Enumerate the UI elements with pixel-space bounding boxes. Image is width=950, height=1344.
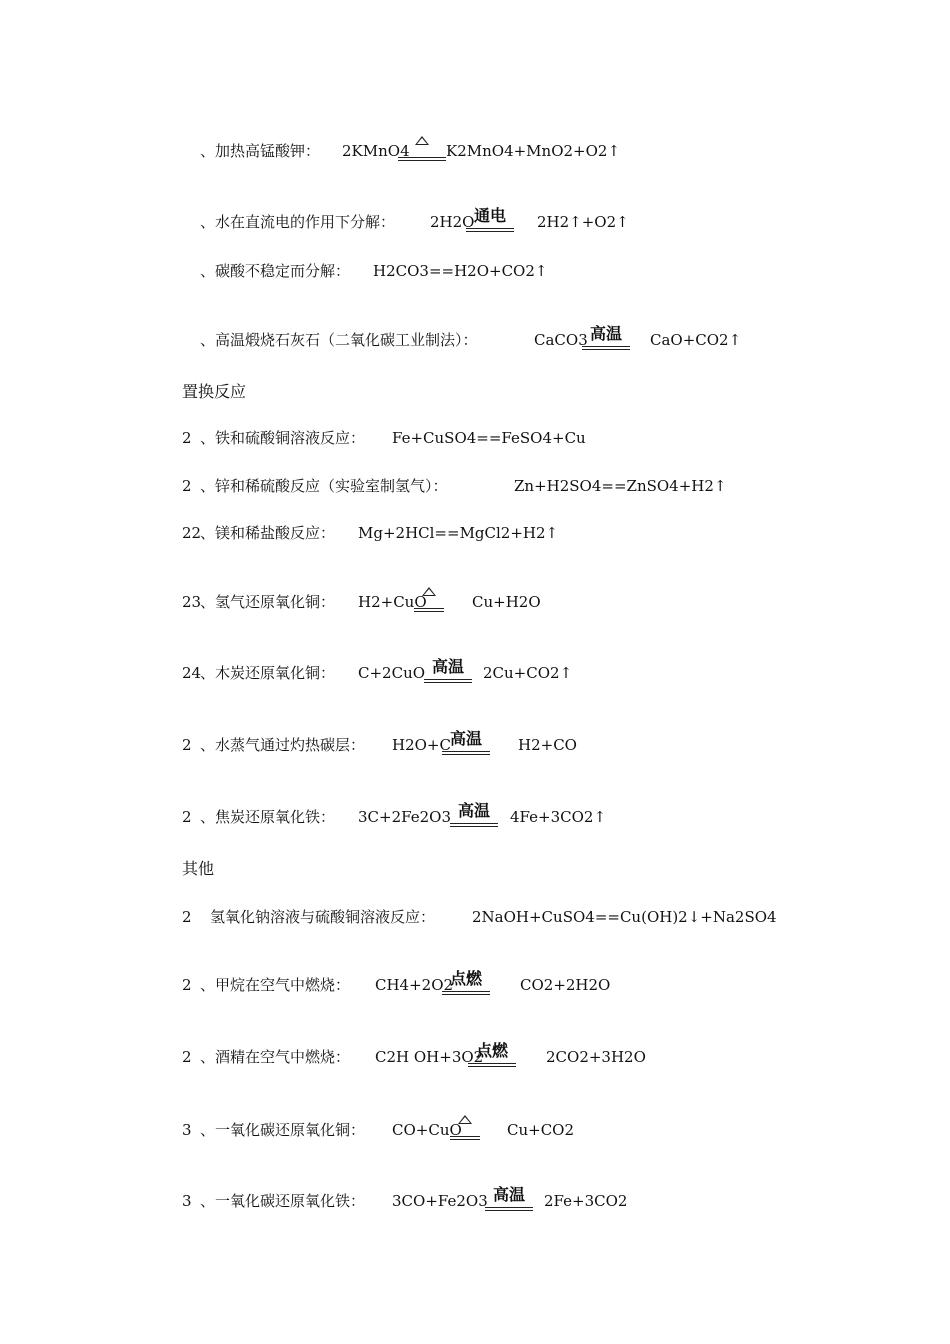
reaction-description: 、甲烷在空气中燃烧： [200,976,351,994]
reaction-condition [485,1186,533,1220]
double-line [582,346,630,350]
reaction-description: 、水在直流电的作用下分解： [200,213,396,231]
reaction-condition [582,325,630,359]
reaction-description: 、一氧化碳还原氧化铁： [200,1192,366,1210]
equation: 2NaOH+CuSO4==Cu(OH)2↓+Na2SO4 [472,908,777,926]
item-number: 3 [182,1121,192,1139]
reactants: 2KMnO4 [342,142,410,160]
reaction-condition [466,207,514,241]
equation: Fe+CuSO4==FeSO4+Cu [392,429,586,447]
double-line [442,991,490,995]
section-heading-displacement: 置换反应 [182,382,247,401]
heat-triangle-icon [415,136,429,145]
products: K2MnO4+MnO2+O2↑ [446,142,621,160]
reactants: 3CO+Fe2O3 [392,1192,488,1210]
products: CO2+2H2O [520,976,611,994]
condition-label: 点燃 [475,1041,508,1060]
section-heading-other: 其他 [182,859,215,878]
products: Cu+CO2 [507,1121,575,1139]
double-line [414,608,444,612]
reaction-condition [442,970,490,1004]
products: 2CO2+3H2O [546,1048,646,1066]
products: CaO+CO2↑ [650,331,742,349]
heat-condition [414,587,444,621]
double-line [450,1136,480,1140]
item-number: 2 [182,1048,192,1066]
reaction-condition [424,658,472,692]
item-number: 2 [182,808,192,826]
item-number: 2 [182,736,192,754]
double-line [450,823,498,827]
reaction-description: 、水蒸气通过灼热碳层： [200,736,366,754]
reaction-description: 、铁和硫酸铜溶液反应： [200,429,366,447]
condition-label: 高温 [492,1185,525,1204]
products: Cu+H2O [472,593,541,611]
condition-label: 通电 [473,206,506,225]
item-number: 2 [182,908,192,926]
condition-label: 点燃 [449,969,482,988]
double-line [398,157,446,161]
item-number: 2 [182,429,192,447]
double-line [468,1063,516,1067]
item-number: 2 [182,477,192,495]
products: H2+CO [518,736,577,754]
condition-label: 高温 [457,801,490,820]
heat-condition [450,1115,480,1149]
reactants: H2O+C [392,736,451,754]
heat-condition [398,136,446,170]
reactants: CO+CuO [392,1121,462,1139]
products: 2Cu+CO2↑ [483,664,573,682]
double-line [485,1207,533,1211]
reaction-description: 氢氧化钠溶液与硫酸铜溶液反应： [210,908,436,926]
condition-label: 高温 [431,657,464,676]
reactants: CH4+2O2 [375,976,454,994]
products: 2Fe+3CO2 [544,1192,628,1210]
reaction-description: 、碳酸不稳定而分解： [200,262,351,280]
reactants: C+2CuO [358,664,426,682]
reactants: H2+CuO [358,593,427,611]
item-number: 23 [182,593,202,611]
reaction-description: 、锌和稀硫酸反应（实验室制氢气）： [200,477,448,495]
reaction-description: 、酒精在空气中燃烧： [200,1048,351,1066]
products: 4Fe+3CO2↑ [510,808,607,826]
heat-triangle-icon [422,587,436,596]
double-line [442,751,490,755]
reactants: 3C+2Fe2O3 [358,808,451,826]
reaction-condition [442,730,490,764]
reactants: CaCO3 [534,331,588,349]
equation: Mg+2HCl==MgCl2+H2↑ [358,524,559,542]
equation: H2CO3==H2O+CO2↑ [373,262,548,280]
reaction-description: 、木炭还原氧化铜： [200,664,336,682]
double-line [424,679,472,683]
item-number: 22 [182,524,202,542]
reaction-description: 、高温煅烧石灰石（二氧化碳工业制法）： [200,331,478,349]
item-number: 2 [182,976,192,994]
reactants: C2H OH+3O2 [375,1048,484,1066]
reactants: 2H2O [430,213,475,231]
products: 2H2↑+O2↑ [537,213,629,231]
reaction-condition [468,1042,516,1076]
reaction-description: 、氢气还原氧化铜： [200,593,336,611]
item-number: 3 [182,1192,192,1210]
reaction-condition [450,802,498,836]
condition-label: 高温 [449,729,482,748]
heat-triangle-icon [458,1115,472,1124]
condition-label: 高温 [589,324,622,343]
double-line [466,228,514,232]
reaction-description: 、一氧化碳还原氧化铜： [200,1121,366,1139]
equation: Zn+H2SO4==ZnSO4+H2↑ [514,477,727,495]
reaction-description: 、镁和稀盐酸反应： [200,524,336,542]
item-number: 24 [182,664,202,682]
reaction-description: 、加热高锰酸钾： [200,142,321,160]
reaction-description: 、焦炭还原氧化铁： [200,808,336,826]
